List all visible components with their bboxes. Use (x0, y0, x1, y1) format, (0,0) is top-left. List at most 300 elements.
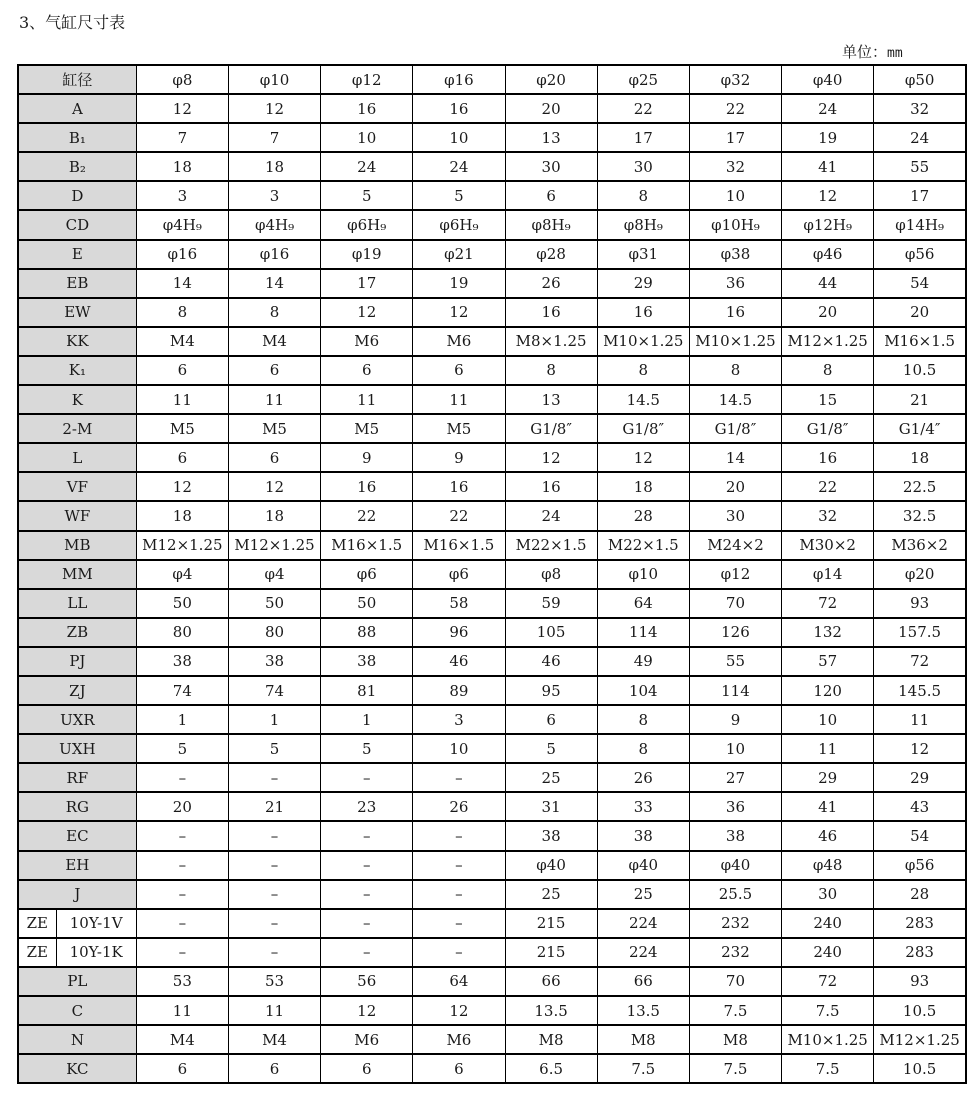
table-row (18, 909, 966, 938)
value-cell: 16 (321, 472, 413, 501)
value-cell: 74 (228, 676, 320, 705)
value-cell: 3 (136, 181, 228, 210)
table-row (18, 618, 966, 647)
value-cell: 6 (228, 356, 320, 385)
value-cell: 38 (505, 821, 597, 850)
value-cell: φ40 (689, 851, 781, 880)
value-cell: 29 (782, 763, 874, 792)
value-cell: 80 (228, 618, 320, 647)
value-cell: 54 (874, 821, 966, 850)
row-label-cell: ZJ (18, 676, 136, 705)
value-cell: M6 (321, 327, 413, 356)
value-cell: 8 (597, 705, 689, 734)
row-label-cell: RG (18, 792, 136, 821)
value-cell: – (321, 909, 413, 938)
value-cell: G1/8″ (597, 414, 689, 443)
value-cell: 21 (874, 385, 966, 414)
value-cell: 16 (689, 298, 781, 327)
value-cell: 14.5 (597, 385, 689, 414)
value-cell: 25 (505, 763, 597, 792)
row-label-cell: B₁ (18, 123, 136, 152)
value-cell: – (228, 938, 320, 967)
value-cell: 20 (874, 298, 966, 327)
value-cell: 7.5 (782, 1054, 874, 1083)
value-cell: 27 (689, 763, 781, 792)
value-cell: φ12 (689, 560, 781, 589)
value-cell: 22 (782, 472, 874, 501)
table-row (18, 647, 966, 676)
value-cell: 114 (689, 676, 781, 705)
value-cell: 10 (413, 734, 505, 763)
table-row (18, 589, 966, 618)
table-row (18, 414, 966, 443)
value-cell: 6 (228, 443, 320, 472)
value-cell: 17 (597, 123, 689, 152)
value-cell: – (136, 880, 228, 909)
value-cell: M5 (413, 414, 505, 443)
value-cell: 13.5 (505, 996, 597, 1025)
value-cell: 53 (136, 967, 228, 996)
value-cell: 12 (413, 996, 505, 1025)
value-cell: 12 (136, 472, 228, 501)
bore-header-cell: 缸径 (18, 65, 136, 94)
value-cell: 28 (874, 880, 966, 909)
value-cell: M10×1.25 (597, 327, 689, 356)
value-cell: 11 (413, 385, 505, 414)
value-cell: 95 (505, 676, 597, 705)
value-cell: φ21 (413, 240, 505, 269)
value-cell: 93 (874, 589, 966, 618)
row-label-cell: ZE (18, 909, 56, 938)
value-cell: 18 (228, 501, 320, 530)
value-cell: M36×2 (874, 531, 966, 560)
value-cell: M6 (413, 1025, 505, 1054)
value-cell: – (321, 821, 413, 850)
value-cell: 19 (413, 269, 505, 298)
value-cell: 6 (321, 356, 413, 385)
bore-header-cell: φ16 (413, 65, 505, 94)
value-cell: 11 (321, 385, 413, 414)
value-cell: φ40 (597, 851, 689, 880)
value-cell: 6 (136, 1054, 228, 1083)
table-row (18, 181, 966, 210)
value-cell: 12 (136, 94, 228, 123)
row-sublabel-cell: 10Y-1V (56, 909, 136, 938)
value-cell: 57 (782, 647, 874, 676)
table-row (18, 443, 966, 472)
value-cell: M8×1.25 (505, 327, 597, 356)
value-cell: 53 (228, 967, 320, 996)
value-cell: 12 (228, 94, 320, 123)
value-cell: φ6 (413, 560, 505, 589)
value-cell: φ14H₉ (874, 210, 966, 239)
table-row (18, 210, 966, 239)
value-cell: M16×1.5 (874, 327, 966, 356)
value-cell: 28 (597, 501, 689, 530)
value-cell: 36 (689, 792, 781, 821)
value-cell: 72 (782, 589, 874, 618)
value-cell: 38 (228, 647, 320, 676)
value-cell: 31 (505, 792, 597, 821)
header-row (18, 65, 966, 94)
value-cell: 72 (782, 967, 874, 996)
value-cell: 20 (689, 472, 781, 501)
value-cell: 23 (321, 792, 413, 821)
value-cell: φ16 (228, 240, 320, 269)
value-cell: 6 (505, 181, 597, 210)
value-cell: 5 (136, 734, 228, 763)
value-cell: 15 (782, 385, 874, 414)
value-cell: 70 (689, 589, 781, 618)
value-cell: 20 (782, 298, 874, 327)
value-cell: 1 (321, 705, 413, 734)
value-cell: 12 (413, 298, 505, 327)
value-cell: 50 (228, 589, 320, 618)
bore-header-cell: φ20 (505, 65, 597, 94)
value-cell: – (413, 909, 505, 938)
table-row (18, 734, 966, 763)
value-cell: 24 (874, 123, 966, 152)
value-cell: 25 (505, 880, 597, 909)
value-cell: 6 (228, 1054, 320, 1083)
value-cell: 22 (597, 94, 689, 123)
value-cell: 12 (228, 472, 320, 501)
value-cell: – (413, 938, 505, 967)
value-cell: 19 (782, 123, 874, 152)
value-cell: 64 (413, 967, 505, 996)
row-label-cell: EC (18, 821, 136, 850)
value-cell: – (136, 851, 228, 880)
value-cell: 30 (597, 152, 689, 181)
value-cell: 16 (321, 94, 413, 123)
value-cell: φ20 (874, 560, 966, 589)
row-label-cell: E (18, 240, 136, 269)
value-cell: M6 (321, 1025, 413, 1054)
value-cell: M4 (228, 327, 320, 356)
row-label-cell: A (18, 94, 136, 123)
value-cell: – (228, 821, 320, 850)
value-cell: 44 (782, 269, 874, 298)
value-cell: 25.5 (689, 880, 781, 909)
value-cell: 232 (689, 938, 781, 967)
row-label-cell: UXH (18, 734, 136, 763)
value-cell: 7.5 (689, 996, 781, 1025)
row-label-cell: EH (18, 851, 136, 880)
value-cell: φ10H₉ (689, 210, 781, 239)
value-cell: 38 (321, 647, 413, 676)
value-cell: 74 (136, 676, 228, 705)
value-cell: 6 (136, 443, 228, 472)
value-cell: – (321, 938, 413, 967)
value-cell: 224 (597, 909, 689, 938)
row-label-cell: ZB (18, 618, 136, 647)
value-cell: 1 (228, 705, 320, 734)
table-row (18, 327, 966, 356)
row-label-cell: PL (18, 967, 136, 996)
value-cell: 24 (782, 94, 874, 123)
value-cell: 10.5 (874, 996, 966, 1025)
value-cell: 8 (136, 298, 228, 327)
value-cell: 11 (874, 705, 966, 734)
value-cell: 145.5 (874, 676, 966, 705)
value-cell: 114 (597, 618, 689, 647)
row-label-cell: K (18, 385, 136, 414)
unit-note (842, 40, 903, 66)
value-cell: M4 (136, 1025, 228, 1054)
value-cell: 10 (689, 734, 781, 763)
value-cell: φ4 (136, 560, 228, 589)
section-heading: 3、气缸尺寸表 (19, 13, 126, 32)
row-label-cell: D (18, 181, 136, 210)
value-cell: 20 (136, 792, 228, 821)
value-cell: 22.5 (874, 472, 966, 501)
value-cell: 20 (505, 94, 597, 123)
value-cell: 13 (505, 385, 597, 414)
value-cell: 5 (505, 734, 597, 763)
value-cell: 14.5 (689, 385, 781, 414)
value-cell: φ56 (874, 240, 966, 269)
value-cell: 66 (505, 967, 597, 996)
value-cell: 66 (597, 967, 689, 996)
bore-header-cell: φ32 (689, 65, 781, 94)
table-row (18, 269, 966, 298)
value-cell: 46 (782, 821, 874, 850)
value-cell: 38 (597, 821, 689, 850)
value-cell: 25 (597, 880, 689, 909)
value-cell: 17 (321, 269, 413, 298)
value-cell: 224 (597, 938, 689, 967)
table-row (18, 996, 966, 1025)
value-cell: – (413, 763, 505, 792)
table-row (18, 298, 966, 327)
value-cell: – (136, 821, 228, 850)
value-cell: 3 (228, 181, 320, 210)
row-label-cell: RF (18, 763, 136, 792)
value-cell: 8 (689, 356, 781, 385)
value-cell: φ12H₉ (782, 210, 874, 239)
row-label-cell: WF (18, 501, 136, 530)
value-cell: 215 (505, 909, 597, 938)
table-row (18, 123, 966, 152)
table-row (18, 385, 966, 414)
unit-value: mm (887, 46, 903, 61)
value-cell: 41 (782, 792, 874, 821)
value-cell: 9 (321, 443, 413, 472)
value-cell: 7 (136, 123, 228, 152)
value-cell: M30×2 (782, 531, 874, 560)
value-cell: 64 (597, 589, 689, 618)
value-cell: 11 (136, 385, 228, 414)
table-row (18, 880, 966, 909)
value-cell: 232 (689, 909, 781, 938)
value-cell: φ8H₉ (597, 210, 689, 239)
row-label-cell: K₁ (18, 356, 136, 385)
value-cell: φ6H₉ (413, 210, 505, 239)
value-cell: 29 (597, 269, 689, 298)
value-cell: 12 (321, 298, 413, 327)
value-cell: 18 (136, 501, 228, 530)
cylinder-dimension-table (17, 64, 967, 1084)
value-cell: 132 (782, 618, 874, 647)
value-cell: M5 (321, 414, 413, 443)
row-label-cell: N (18, 1025, 136, 1054)
value-cell: φ56 (874, 851, 966, 880)
value-cell: 240 (782, 909, 874, 938)
value-cell: 56 (321, 967, 413, 996)
value-cell: φ38 (689, 240, 781, 269)
table-row (18, 472, 966, 501)
value-cell: 22 (413, 501, 505, 530)
value-cell: 24 (413, 152, 505, 181)
table-row (18, 1054, 966, 1083)
value-cell: 10.5 (874, 1054, 966, 1083)
value-cell: M8 (689, 1025, 781, 1054)
table-row (18, 676, 966, 705)
value-cell: – (136, 763, 228, 792)
value-cell: 8 (597, 181, 689, 210)
value-cell: M10×1.25 (782, 1025, 874, 1054)
value-cell: 55 (689, 647, 781, 676)
value-cell: 8 (597, 734, 689, 763)
value-cell: – (413, 821, 505, 850)
value-cell: 5 (321, 181, 413, 210)
value-cell: M5 (136, 414, 228, 443)
value-cell: 12 (505, 443, 597, 472)
value-cell: 24 (505, 501, 597, 530)
value-cell: 72 (874, 647, 966, 676)
value-cell: 6 (413, 1054, 505, 1083)
value-cell: φ8 (505, 560, 597, 589)
table-row (18, 240, 966, 269)
value-cell: 7.5 (689, 1054, 781, 1083)
value-cell: M12×1.25 (874, 1025, 966, 1054)
value-cell: 17 (874, 181, 966, 210)
value-cell: φ40 (505, 851, 597, 880)
row-label-cell: UXR (18, 705, 136, 734)
value-cell: 54 (874, 269, 966, 298)
value-cell: – (321, 851, 413, 880)
value-cell: 12 (597, 443, 689, 472)
bore-header-cell: φ50 (874, 65, 966, 94)
value-cell: 32 (782, 501, 874, 530)
value-cell: φ4H₉ (228, 210, 320, 239)
table-row (18, 851, 966, 880)
table-row (18, 763, 966, 792)
value-cell: φ19 (321, 240, 413, 269)
value-cell: 43 (874, 792, 966, 821)
value-cell: 8 (782, 356, 874, 385)
value-cell: – (136, 909, 228, 938)
value-cell: 11 (228, 385, 320, 414)
table-row (18, 560, 966, 589)
table-row (18, 1025, 966, 1054)
row-label-cell: MM (18, 560, 136, 589)
value-cell: – (228, 763, 320, 792)
value-cell: 6.5 (505, 1054, 597, 1083)
value-cell: 9 (689, 705, 781, 734)
value-cell: 17 (689, 123, 781, 152)
value-cell: 49 (597, 647, 689, 676)
table-row (18, 152, 966, 181)
value-cell: – (228, 880, 320, 909)
value-cell: 50 (321, 589, 413, 618)
bore-header-cell: φ40 (782, 65, 874, 94)
value-cell: 16 (413, 472, 505, 501)
value-cell: 120 (782, 676, 874, 705)
value-cell: φ4H₉ (136, 210, 228, 239)
value-cell: M16×1.5 (413, 531, 505, 560)
value-cell: 11 (136, 996, 228, 1025)
table-row (18, 356, 966, 385)
value-cell: 32 (689, 152, 781, 181)
value-cell: 1 (136, 705, 228, 734)
value-cell: 8 (505, 356, 597, 385)
value-cell: M16×1.5 (321, 531, 413, 560)
table-body (18, 65, 966, 1083)
value-cell: 283 (874, 938, 966, 967)
row-label-cell: EW (18, 298, 136, 327)
table-row (18, 705, 966, 734)
value-cell: 10 (413, 123, 505, 152)
value-cell: 26 (413, 792, 505, 821)
value-cell: – (228, 851, 320, 880)
value-cell: M12×1.25 (782, 327, 874, 356)
value-cell: 12 (782, 181, 874, 210)
value-cell: 6 (413, 356, 505, 385)
value-cell: 36 (689, 269, 781, 298)
value-cell: M22×1.5 (597, 531, 689, 560)
value-cell: M12×1.25 (228, 531, 320, 560)
value-cell: 30 (505, 152, 597, 181)
value-cell: 26 (597, 763, 689, 792)
table-row (18, 967, 966, 996)
value-cell: φ14 (782, 560, 874, 589)
value-cell: 81 (321, 676, 413, 705)
value-cell: 6 (505, 705, 597, 734)
value-cell: 18 (136, 152, 228, 181)
value-cell: 7.5 (782, 996, 874, 1025)
row-label-cell: B₂ (18, 152, 136, 181)
value-cell: 32 (874, 94, 966, 123)
value-cell: 105 (505, 618, 597, 647)
value-cell: 46 (505, 647, 597, 676)
value-cell: – (321, 763, 413, 792)
value-cell: 55 (874, 152, 966, 181)
value-cell: 5 (321, 734, 413, 763)
value-cell: 10 (689, 181, 781, 210)
row-label-cell: KK (18, 327, 136, 356)
row-label-cell: KC (18, 1054, 136, 1083)
value-cell: G1/8″ (782, 414, 874, 443)
value-cell: 283 (874, 909, 966, 938)
row-sublabel-cell: 10Y-1K (56, 938, 136, 967)
value-cell: 5 (413, 181, 505, 210)
bore-header-cell: φ12 (321, 65, 413, 94)
value-cell: M22×1.5 (505, 531, 597, 560)
value-cell: 14 (136, 269, 228, 298)
value-cell: 58 (413, 589, 505, 618)
value-cell: 59 (505, 589, 597, 618)
value-cell: 8 (597, 356, 689, 385)
value-cell: M8 (505, 1025, 597, 1054)
value-cell: 7.5 (597, 1054, 689, 1083)
value-cell: 88 (321, 618, 413, 647)
value-cell: M8 (597, 1025, 689, 1054)
row-label-cell: PJ (18, 647, 136, 676)
value-cell: 8 (228, 298, 320, 327)
table-row (18, 792, 966, 821)
unit-label: 单位： (842, 43, 888, 61)
